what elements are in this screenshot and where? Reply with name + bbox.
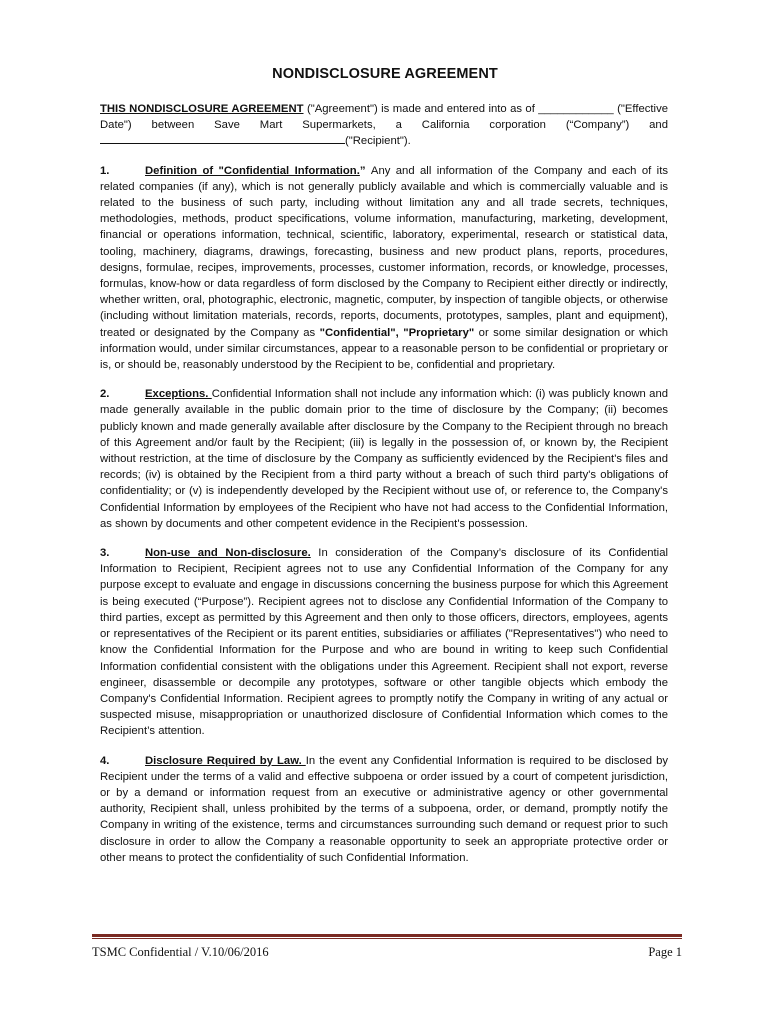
section-3-heading: Non-use and Non-disclosure.	[145, 547, 311, 560]
section-1-body: Any and all information of the Company and each of its related companies (if any), which is not generally publicly available and which is commercially valuable and is related to the business of such party, including without limitation any and all trade secrets, techniques, methodologies, methods, product specifications, volume information, manufacturing, marketing, development, financial or operations information, technical, scientific, laboratory, experimental, research or statistical data, tooling, machinery, diagrams, drawings, forecasting, business and new product plans, reports, procedures, designs, formulae, recipes, improvements, processes, customer information, records, or knowledge, processes, formulas, know-how or data regardless of form disclosed by the Company to Recipient either directly or indirectly, whether written, oral, photographic, electronic, magnetic, computer, by inspection of tangible objects, or otherwise (including without limitation materials, records, reports, documents, prototypes, samples, plant and equipment), treated or designated by the Company as	[100, 164, 668, 339]
section-1-paragraph	[100, 163, 668, 374]
section-4-paragraph	[100, 753, 668, 866]
section-3-number: 3.	[100, 547, 110, 560]
section-4-heading: Disclosure Required by Law.	[145, 754, 306, 767]
recipient-name-blank	[100, 133, 345, 144]
section-3-body: In consideration of the Company’s disclosure of its Confidential Information to Recipient, Recipient agrees not to use any Confidential Information of the Company for any purpose except to evaluate and engage in discussions concerning the business purpose for which this Agreement is being executed (“Purpose”). Recipient agrees not to disclose any Confidential Information of the Company to third parties, except as permitted by this Agreement and then only to those officers, directors, employees, agents or representatives of the Recipient or its parent entities, subsidiaries or affiliates ("Representatives") who need to know the Confidential Information for the Purpose and who are bound in writing to keep such Confidential Information confidential consistent with the obligations under this Agreement. Recipient shall not export, reverse engineer, disassemble or decompile any prototypes, software or other tangible objects which embody the Company's Confidential Information. Recipient agrees to promptly notify the Company in writing of any actual or suspected misuse, misappropriation or unauthorized disclosure of Confidential Information which comes to the Recipient’s attention.	[100, 547, 668, 738]
intro-lead: THIS NONDISCLOSURE AGREEMENT	[100, 103, 304, 115]
section-1-heading: Definition of "Confidential Information.	[145, 164, 360, 177]
intro-text-3: ("Recipient").	[345, 135, 411, 148]
section-2-paragraph	[100, 386, 668, 532]
section-1-heading-quote: ”	[359, 164, 371, 177]
footer-rule-thin	[92, 938, 682, 939]
section-2-body: Confidential Information shall not include any information which: (i) was publicly known and made generally available in the public domain prior to the time of disclosure by the Company; (ii) becomes publicly known and made generally available after disclosure by the Company to the Recipient through no breach of this Agreement and/or fault by the Recipient; (iii) is legally in the possession of, or known by, the Recipient without restriction, at the time of disclosure by the Company as sufficiently evidenced by the Recipient's files and records; (iv) is obtained by the Recipient from a third party without a breach of such third party's obligations of confidentiality; or (v) is independently developed by the Recipient without use of, or reference to, the Company's Confidential Information by employees of the Recipient who have not had access to the Confidential Information, as shown by documents and other competent evidence in the Recipient's possession.	[100, 388, 669, 530]
section-1-body-end: or some similar designation or which information would, under similar circumstances, appear to a reasonable person to be confidential or proprietary or is, or should be, reasonably understood by the Recipient to be, confidential and proprietary.	[100, 326, 668, 372]
section-4-body: In the event any Confidential Information is required to be disclosed by Recipient under the terms of a valid and effective subpoena or order issued by a court of competent jurisdiction, or by a demand or information request from an executive or administrative agency or other governmental authority, Recipient shall, unless prohibited by the terms of a subpoena, order, or demand, promptly notify the Company in writing of the existence, terms and circumstances surrounding such demand or request prior to such disclosure in order to allow the Company a reasonable opportunity to seek an appropriate protective order or other means to protect the confidentiality of such Confidential Information.	[100, 754, 668, 864]
footer-rule-thick	[92, 934, 682, 937]
intro-text-1: ("Agreement") is made and entered into as of	[303, 103, 539, 115]
section-3-paragraph	[100, 545, 668, 739]
section-4-number: 4.	[100, 754, 110, 767]
footer-page-number: Page 1	[648, 945, 682, 959]
section-2-number: 2.	[100, 388, 110, 401]
footer-confidential-label: TSMC Confidential / V.10/06/2016	[92, 945, 269, 959]
document-body	[100, 101, 668, 866]
intro-text-2: ("Effective Date") between Save Mart Supermarkets, a California corporation (“Company”) and	[100, 103, 669, 132]
document-title: NONDISCLOSURE AGREEMENT	[272, 66, 498, 82]
section-1-bold-terms: "Confidential", "Proprietary"	[319, 326, 475, 339]
section-1-number: 1.	[100, 164, 110, 177]
section-2-heading: Exceptions.	[145, 388, 212, 401]
intro-paragraph	[100, 101, 668, 150]
effective-date-blank: ____________	[538, 103, 614, 115]
